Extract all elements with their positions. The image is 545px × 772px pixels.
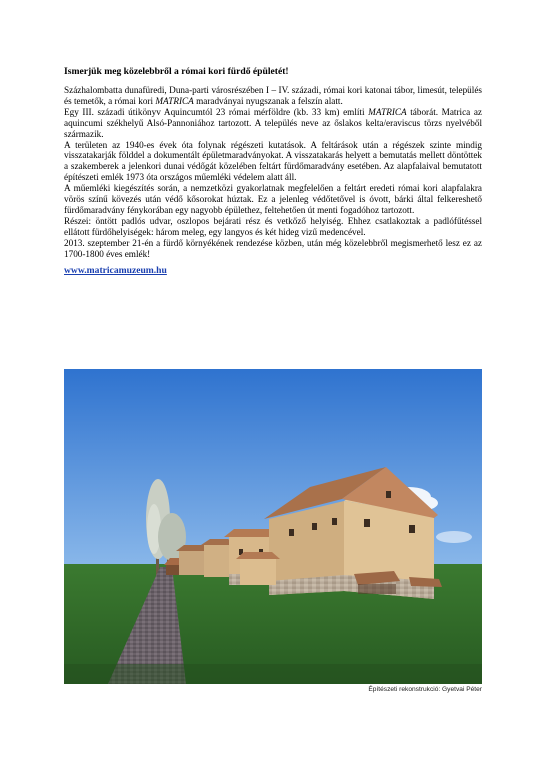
paragraph-text: A területen az 1940-es évek óta folynak régészeti kutatások. A feltárások után a régészek szinte mindig visszatakarják földdel a dokumentált épületmaradványokat. A visszatakarás helyett a bemutatás mellett döntöttek a szakemberek a jelenkori dunai védőgát közelében feltárt fürdőmaradvány esetében. Az alapfalaival bemutatott építészeti emlék 1973 óta országos műemléki védelem alatt áll. [64,139,482,183]
image-caption: Építészeti rekonstrukció: Gyetvai Péter [368,686,482,693]
article-body [64,85,482,260]
paragraph-text: A műemléki kiegészítés során, a nemzetközi gyakorlatnak megfelelően a feltárt eredeti római kori alapfalakra vörös színű kövezés után védő kősorokat húztak. Ez a jelenleg védőtetővel is óvott, bárki által felkereshető fürdőmaradvány fénykorában egy nagyobb épülethez, feltehetően út menti fogadóhoz tartozott. [64,183,482,215]
italic-term: MATRICA [155,95,194,106]
paragraph-text: táborát. Matrica az aquincumi székhelyű Alsó-Pannoniához tartozott. A település neve az őslakos kelta/eraviscus törzs nyelvéből származik. [64,106,483,139]
italic-term: MATRICA [368,106,407,117]
reconstruction-image [64,369,482,684]
paragraph-text: maradványai nyugszanak a felszín alatt. [193,95,343,106]
article-paragraph [64,107,482,140]
article-paragraph [64,216,482,238]
article-paragraph [64,183,482,216]
apse-building [236,552,280,585]
paragraph-text: Részei: öntött padlós udvar, oszlopos bejárati rész és vetkőző helyiség. Ehhez csatlakoztak a padlófűtéssel ellátott fürdőhelyiségek: három meleg, egy langyos és két hideg vizű medencével. [64,215,482,237]
article [64,66,482,278]
article-paragraph [64,85,482,107]
roman-bath-reconstruction-render [64,369,482,684]
article-paragraph [64,238,482,260]
paragraph-text: Egy III. századi útikönyv Aquincumtól 23 római mérföldre (kb. 33 km) említi [64,106,369,117]
paragraph-text: Százhalombatta dunafüredi, Duna-parti városrészében I – IV. századi, római kori katonai tábor, limesút, település és temetők, a római kori [64,85,482,106]
article-title: Ismerjük meg közelebbről a római kori fürdő épületét! [64,66,289,77]
article-paragraph [64,140,482,184]
museum-website-link[interactable]: www.matricamuzeum.hu [64,264,167,276]
paragraph-text: 2013. szeptember 21-én a fürdő környékének rendezése közben, után még közelebbről megismerhető lesz ez az 1700-1800 éves emlék! [64,237,482,259]
